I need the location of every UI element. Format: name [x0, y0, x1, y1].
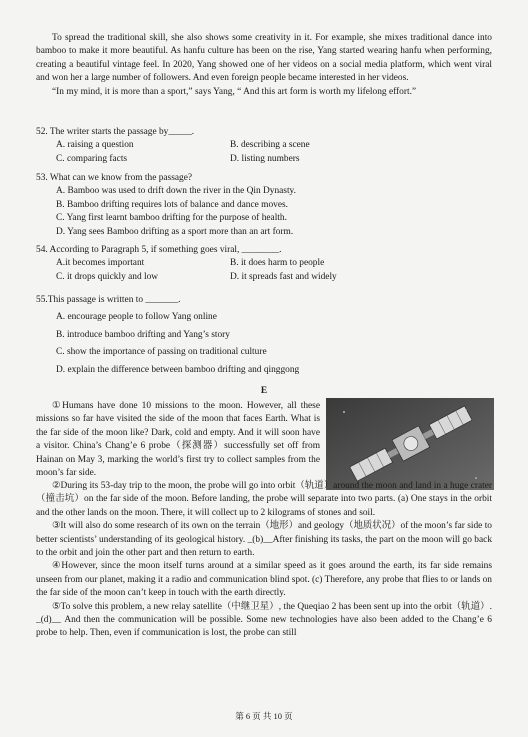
- option-c[interactable]: C. Yang first learnt bamboo drifting for the purpose of health.: [56, 213, 287, 224]
- option-c[interactable]: C. it drops quickly and low: [56, 271, 159, 282]
- option-a[interactable]: A. Bamboo was used to drift down the river in the Qin Dynasty.: [56, 186, 296, 197]
- section-heading-e: E: [260, 386, 268, 396]
- option-b[interactable]: B. Bamboo drifting requires lots of balance and dance moves.: [56, 199, 288, 210]
- question-stem: 55.This passage is written to _______.: [36, 295, 181, 305]
- section-e-body: [36, 480, 492, 641]
- paragraph-e5: ⑤To solve this problem, a new relay satellite（中继卫星）, the Queqiao 2 has been sent up into the orbit（轨道）. _(d)__ And then the communication will be possible. Some new technologies have also been added to the Chang’e 6 probe to help. Then, even if communication is lost, the probe can still: [36, 601, 492, 639]
- paragraph-creativity: To spread the traditional skill, she also shows some creativity in it. For example, she mixes traditional dance into bamboo to make it more beautiful. As hanfu culture has been on the rise, Yang started wearing hanfu when performing, creating a beautiful vintage feel. In 2020, Yang showed one of her videos on a social media platform, which went viral and won her a large number of followers. And even foreign people became interested in her videos.: [36, 33, 492, 84]
- option-c[interactable]: C. comparing facts: [56, 153, 128, 164]
- paragraph-e2: ②During its 53-day trip to the moon, the probe will go into orbit（轨道）around the moon and land in a huge crater（撞击坑）on the far side of the moon. Before landing, the probe will separate into two parts. (a) One stays in the orbit and the other lands on the moon. There, it will collect up to 2 kilograms of stones and soil.: [36, 481, 492, 518]
- question-53: [36, 172, 492, 239]
- spacecraft-photo: [326, 398, 494, 490]
- option-a[interactable]: A. raising a question: [56, 140, 134, 151]
- option-b[interactable]: B. describing a scene: [230, 140, 310, 151]
- question-55: [36, 294, 492, 377]
- options-row: [56, 153, 492, 166]
- option-b[interactable]: B. introduce bamboo drifting and Yang’s story: [56, 329, 230, 340]
- paragraph-quote: “In my mind, it is more than a sport,” says Yang, “ And this art form is worth my lifelong effort.”: [52, 86, 417, 97]
- options-row: [56, 257, 492, 270]
- options-row: [56, 139, 492, 152]
- page-number: 第 6 页 共 10 页: [235, 711, 293, 721]
- paragraph-e4: ④However, since the moon itself turns around at a similar speed as it goes around the earth, its far side remains unseen from our planet, making it a radio and communication blind spot. (c) Therefore, any probe that flies to or lands on the far side of the moon can’t keep in touch with the earth directly.: [36, 561, 492, 599]
- option-d[interactable]: D. explain the difference between bamboo drifting and qinggong: [56, 364, 300, 375]
- option-d[interactable]: D. it spreads fast and widely: [230, 271, 337, 282]
- question-stem: 52. The writer starts the passage by_____.: [36, 127, 195, 137]
- paragraph-e1-wrap: [36, 400, 320, 480]
- question-stem: 53. What can we know from the passage?: [36, 173, 193, 183]
- paragraph-e1: ①Humans have done 10 missions to the moon. However, all these missions so far have visited the side of the moon that faces Earth. What is the far side of the moon like? Dark, cold and empty. And it will soon have a visitor. China’s Chang’e 6 probe（探测器）successfully set off from Hainan on May 3, marking the world’s first try to collect samples from the moon’s far side.: [36, 401, 320, 479]
- option-c[interactable]: C. show the importance of passing on traditional culture: [56, 347, 267, 358]
- option-a[interactable]: A. encourage people to follow Yang online: [56, 312, 217, 323]
- option-d[interactable]: D. Yang sees Bamboo drifting as a sport more than an art form.: [56, 226, 294, 237]
- passage-d-ending: [36, 32, 492, 99]
- option-a[interactable]: A.it becomes important: [56, 258, 145, 269]
- question-54: [36, 244, 492, 284]
- question-stem: 54. According to Paragraph 5, if something goes viral, ________.: [36, 245, 282, 255]
- option-b[interactable]: B. it does harm to people: [230, 258, 325, 269]
- option-d[interactable]: D. listing numbers: [230, 153, 300, 164]
- paragraph-e3: ③It will also do some research of its own on the terrain（地形）and geology（地质状况）of the moon’s far side to better scientists’ understanding of its geological history. _(b)__After finishing its tasks, the part on the moon will go back to the orbit and join the other part and then return to earth.: [36, 521, 492, 559]
- question-52: [36, 126, 492, 166]
- options-row: [56, 271, 492, 284]
